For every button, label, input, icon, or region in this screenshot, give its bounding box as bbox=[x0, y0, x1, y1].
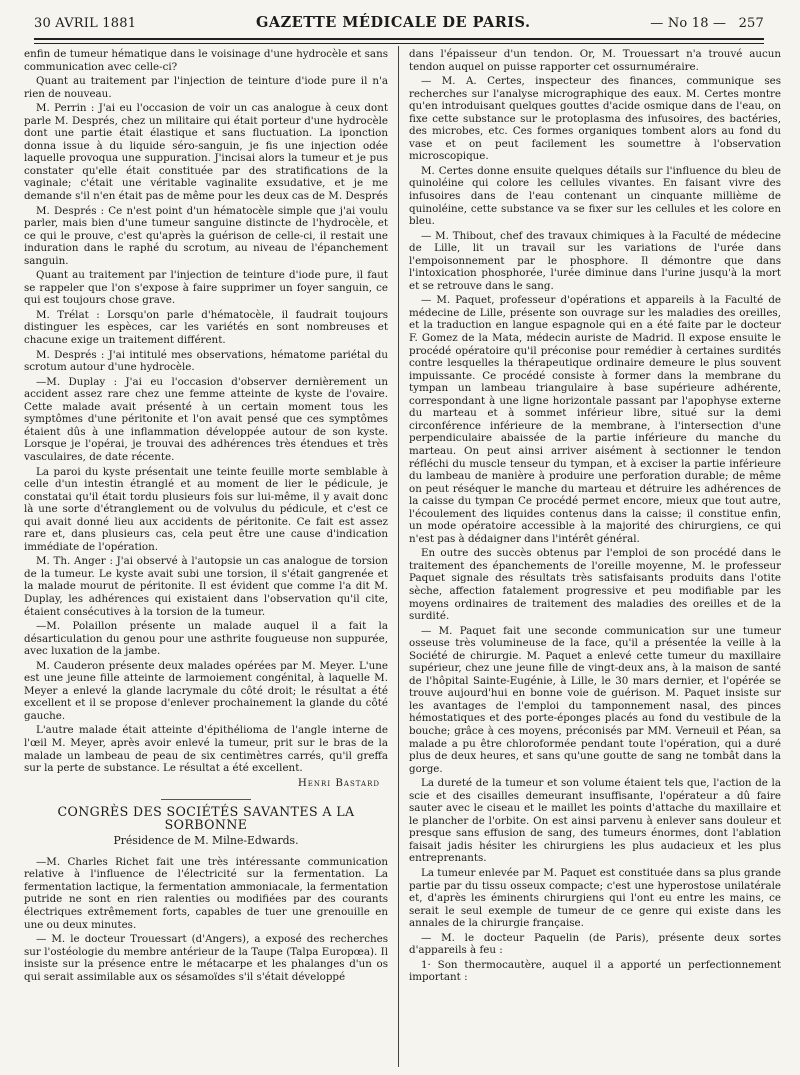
header-issue-page bbox=[650, 16, 764, 31]
paragraph: Quant au traitement par l'injection de teinture d'iode pure il n'a rien de nouveau. bbox=[24, 75, 388, 100]
paragraph: M. Perrin : J'ai eu l'occasion de voir un cas analogue à ceux dont parle M. Després, chez un militaire qui était porteur d'une hydrocèle dont une partie était élastique et sans fluctuation. La iponction donna issue à du liquide séro-sanguin, je fis une injection odée laquelle provoqua une suppuration. J'incisai alors la tumeur et je pus constater qu'elle était constituée par des stratifications de la vaginale; c'était une véritable vaginalite exsudative, et je me demande s'il n'en était pas de même pour les deux cas de M. Després bbox=[24, 102, 388, 203]
author-signature: Henri Bastard bbox=[297, 776, 380, 789]
paragraph: — M. Paquet fait une seconde communication sur une tumeur osseuse très volumineuse de la face, qu'il a présentée la veille à la Société de chirurgie. M. Paquet a enlevé cette tumeur du maxillaire supérieur, chez une jeune fille de vingt-deux ans, à la maison de santé de l'hôpital Sainte-Eugénie, à Lille, le 30 mars dernier, et l'opérée se trouve aujourd'hui en bonne voie de guérison. M. Paquet insiste sur les avantages de l'emploi du tamponnement nasal, des pinces hémostatiques et des porte-éponges placés au fond du vestibule de la bouche; grâce à ces moyens, préconisés par MM. Verneuil et Péan, sa malade a pu être chloroformée pendant toute l'opération, qui a duré plus de deux heures, et sans qu'une goutte de sang ne tombât dans la gorge. bbox=[409, 624, 781, 775]
paragraph: 1· Son thermocautère, auquel il a apporté un perfectionnement important : bbox=[409, 958, 781, 984]
paragraph: enfin de tumeur hématique dans le voisinage d'une hydrocèle et sans communication avec celle-ci? bbox=[24, 48, 388, 73]
issue-number: — No 18 — bbox=[650, 16, 727, 31]
right-column-text bbox=[409, 48, 781, 984]
paragraph: En outre des succès obtenus par l'emploi de son procédé dans le traitement des épanchements de l'oreille moyenne, M. le professeur Paquet signale des résultats très satisfaisants produits dans l'otite sèche, affection fatalement progressive et peu modifiable par les moyens ordinaires de traitement des maladies des oreilles et de la surdité. bbox=[409, 547, 781, 623]
paragraph: — M. A. Certes, inspecteur des finances, communique ses recherches sur l'analyse micrographique des eaux. M. Certes montre qu'en introduisant quelques gouttes d'acide osmique dans de l'eau, on fixe cette substance sur le protoplasma des infusoires, des bactéries, des microbes, etc. Ces formes organiques tombent alors au fond du vase et on peut facilement les soumettre à l'observation microscopique. bbox=[409, 75, 781, 163]
journal-title: GAZETTE MÉDICALE DE PARIS. bbox=[255, 14, 531, 31]
page-number: 257 bbox=[738, 16, 764, 31]
left-column bbox=[24, 48, 388, 1068]
section-subtitle: Présidence de M. Milne-Edwards. bbox=[113, 834, 299, 848]
section-text bbox=[24, 856, 388, 983]
header-rule bbox=[34, 38, 764, 44]
section-rule bbox=[161, 799, 251, 800]
paragraph: Quant au traitement par l'injection de teinture d'iode pure, il faut se rappeler que l'on s'expose à faire supprimer un foyer sanguin, ce qui est toujours chose grave. bbox=[24, 269, 388, 307]
paragraph: La dureté de la tumeur et son volume étaient tels que, l'action de la scie et des cisailles demeurant insuffisante, l'opérateur a dû faire sauter avec le ciseau et le maillet les points d'attache du maxillaire et le plancher de l'orbite. On est ainsi parvenu à enlever sans douleur et presque sans effusion de sang, des tumeurs énormes, dont l'ablation faisait jadis hésiter les chirurgiens les plus audacieux et les plus entreprenants. bbox=[409, 777, 781, 865]
paragraph: —M. Duplay : J'ai eu l'occasion d'observer dernièrement un accident assez rare chez une femme atteinte de kyste de l'ovaire. Cette malade avait présenté à un certain moment tous les symptômes d'une péritonite et l'on avait pensé que ces symptômes étaient dûs à une inflammation développée autour de son kyste. Lorsque je l'opérai, je trouvai des adhérences très étendues et très vasculaires, de date récente. bbox=[24, 375, 388, 463]
section-title: CONGRÈS DES SOCIÉTÉS SAVANTES A LA SORBONNE bbox=[57, 804, 355, 832]
page-header bbox=[34, 14, 764, 34]
paragraph: M. Trélat : Lorsqu'on parle d'hématocèle, il faudrait toujours distinguer les espèces, car les variétés en sont nombreuses et chacune exige un traitement différent. bbox=[24, 308, 388, 347]
paragraph: — M. le docteur Paquelin (de Paris), présente deux sortes d'appareils à feu : bbox=[409, 931, 781, 957]
paragraph: M. Cauderon présente deux malades opérées par M. Meyer. L'une est une jeune fille atteinte de larmoiement congénital, à laquelle M. Meyer a enlevé la glande lacrymale du côté droit; le résultat a été excellent et il se propose d'enlever prochainement la glande du côté gauche. bbox=[24, 659, 388, 722]
paragraph: — M. Paquet, professeur d'opérations et appareils à la Faculté de médecine de Lille, présente son ouvrage sur les maladies des oreilles, et la traduction en langue espagnole qui en a été faite par le docteur F. Gomez de la Mata, médecin auriste de Madrid. Il expose ensuite le procédé opératoire qu'il préconise pour remédier à certaines surdités contre lesquelles la thérapeutique ordinaire demeure le plus souvent impuissante. Ce procédé consiste à former dans la membrane du tympan un lambeau triangulaire à base supérieure adhérente, correspondant à une ligne horizontale passant par l'apophyse externe du marteau et à sommet inférieur libre, situé sur la demi circonférence inférieure de la membrane, à l'intersection d'une perpendiculaire abaissée de la partie inférieure du manche du marteau. On peut ainsi arriver aisément à sectionner le tendon réfléchi du muscle tenseur du tympan, et à exciser la partie inférieure du lambeau de manière à produire une perforation durable; de même on peut réséquer le manche du marteau et détruire les adhérences de la caisse du tympan Ce procédé permet encore, mieux que tout autre, l'écoulement des liquides contenus dans la caisse; il constitue enfin, un mode opératoire accessible à la majorité des chirurgiens, ce qui n'est pas à dédaigner dans l'intérêt général. bbox=[409, 294, 781, 545]
header-date: 30 AVRIL 1881 bbox=[34, 16, 137, 31]
paragraph: La tumeur enlevée par M. Paquet est constituée dans sa plus grande partie par du tissu osseux compacte; c'est une hyperostose unilatérale et, d'après les éminents chirurgiens qui l'ont eu entre les mains, ce serait le seul exemple de tumeur de ce genre qui existe dans les annales de la chirurgie française. bbox=[409, 867, 781, 930]
paragraph: La paroi du kyste présentait une teinte feuille morte semblable à celle d'un intestin étranglé et au moment de lier le pédicule, je constatai qu'il était tordu plusieurs fois sur lui-même, il y avait donc là une sorte d'étranglement ou de volvulus du pédicule, et c'est ce qui avait donné lieu aux accidents de péritonite. Ce fait est assez rare et, dans plusieurs cas, cela peut être une cause d'indication immédiate de l'opération. bbox=[24, 465, 388, 553]
column-divider bbox=[398, 46, 399, 1067]
paragraph: L'autre malade était atteinte d'épithélioma de l'angle interne de l'œil M. Meyer, après avoir enlevé la tumeur, prit sur le bras de la malade un lambeau de peau de six centimètres carrés, qu'il greffa sur la perte de substance. Le résultat a été excellent. bbox=[24, 724, 388, 775]
paragraph: —M. Charles Richet fait une très intéressante communication relative à l'influence de l'électricité sur la fermentation. La fermentation lactique, la fermentation ammoniacale, la fermentation putride ne sont en rien ralenties ou modifiées par des courants électriques extrêmement forts, capables de tuer une grenouille en une ou deux minutes. bbox=[24, 855, 388, 931]
right-column bbox=[409, 48, 781, 1068]
paragraph: — M. Thibout, chef des travaux chimiques à la Faculté de médecine de Lille, lit un travail sur les variations de l'urée dans l'empoisonnement par le phosphore. Il démontre que dans l'intoxication phosphorée, l'urée diminue dans l'urine jusqu'à la mort et se retrouve dans le sang. bbox=[409, 229, 781, 292]
paragraph: M. Certes donne ensuite quelques détails sur l'influence du bleu de quinoléine qui colore les cellules vivantes. En faisant vivre des infusoires dans de l'eau contenant un cinquante millième de quinoléine, cette substance va se fixer sur les cellules et les colore en bleu. bbox=[409, 164, 781, 228]
paragraph: M. Després : J'ai intitulé mes observations, hématome pariétal du scrotum autour d'une hydrocèle. bbox=[24, 348, 388, 374]
paragraph: dans l'épaisseur d'un tendon. Or, M. Trouessart n'a trouvé aucun tendon auquel on puisse rapporter cet ossurnuméraire. bbox=[409, 48, 781, 73]
paragraph: —M. Polaillon présente un malade auquel il a fait la désarticulation du genou pour une asthrite fougueuse non suppurée, avec luxation de la jambe. bbox=[24, 620, 388, 658]
left-column-text bbox=[24, 48, 388, 775]
paragraph: — M. le docteur Trouessart (d'Angers), a exposé des recherches sur l'ostéologie du membre antérieur de la Taupe (Talpa Europœa). Il insiste sur la présence entre le métacarpe et les phalanges d'un os qui serait assimilable aux os sésamoïdes s'il s'était développé bbox=[24, 933, 388, 983]
paragraph: M. Th. Anger : J'ai observé à l'autopsie un cas analogue de torsion de la tumeur. Le kyste avait subi une torsion, il s'était gangrenée et la malade mourut de péritonite. Il est évident que comme l'a dit M. Duplay, les adhérences qui existaient dans l'observation qu'il cite, étaient consécutives à la torsion de la tumeur. bbox=[24, 555, 388, 618]
paragraph: M. Després : Ce n'est point d'un hématocèle simple que j'ai voulu parler, mais bien d'une tumeur sanguine distincte de l'hydrocèle, et ce qui le prouve, c'est qu'après la guérison de celle-ci, il restait une induration dans le raphé du scrotum, au niveau de l'épanchement sanguin. bbox=[24, 204, 388, 267]
